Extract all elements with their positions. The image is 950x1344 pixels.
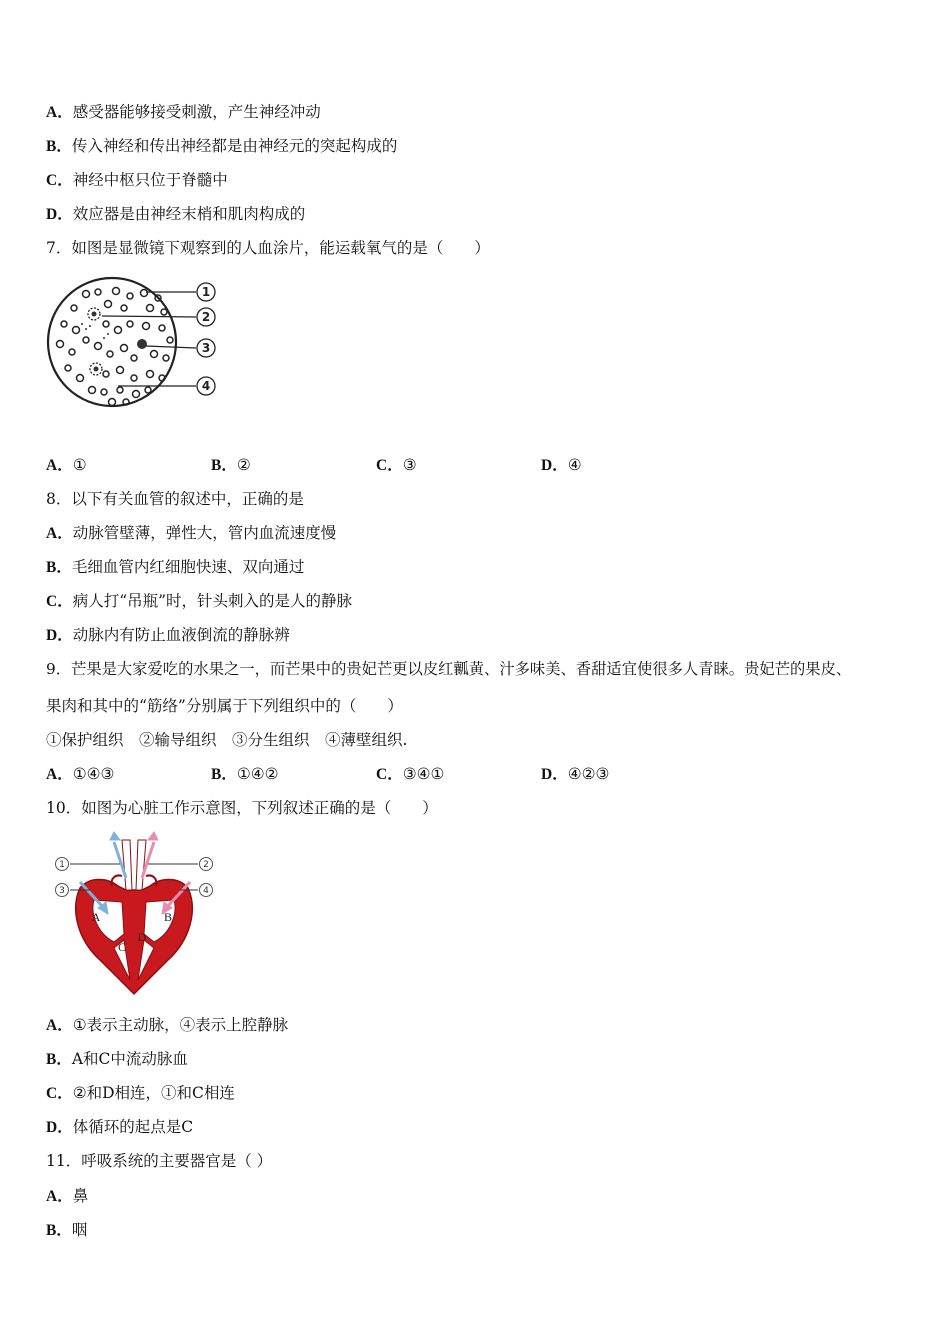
q10-stem: 10．如图为心脏工作示意图，下列叙述正确的是（ ） (46, 799, 438, 817)
option-label: A． (46, 1017, 73, 1034)
option-text: 动脉管壁薄，弹性大，管内血流速度慢 (72, 524, 337, 542)
q7-option-d (541, 455, 582, 476)
q7-option-b (211, 455, 251, 476)
option-label: B． (211, 457, 237, 474)
q8-option-b (46, 557, 304, 578)
option-text: ①④③ (72, 765, 115, 783)
heart-num-3: 3 (59, 886, 65, 896)
option-label: A． (46, 525, 73, 542)
q11-stem: 11．呼吸系统的主要器官是（ ） (46, 1152, 273, 1170)
q6-option-a (46, 102, 321, 123)
smear-label-4: 4 (201, 379, 211, 393)
heart-diagram-figure (50, 830, 220, 1000)
option-label: D． (46, 206, 73, 223)
option-label: D． (46, 627, 73, 644)
option-label: D． (541, 766, 568, 783)
heart-label-c: C (117, 940, 127, 954)
q6-option-b (46, 136, 397, 157)
option-label: B． (46, 1051, 72, 1068)
q11-option-a (46, 1186, 88, 1207)
option-label: A． (46, 1188, 73, 1205)
smear-label-1: 1 (201, 285, 211, 299)
smear-label-2: 2 (201, 310, 211, 324)
heart-label-b: B (163, 910, 173, 924)
option-label: B． (46, 138, 72, 155)
option-label: C． (46, 593, 73, 610)
option-text: 传入神经和传出神经都是由神经元的突起构成的 (71, 137, 398, 155)
option-label: D． (46, 1119, 73, 1136)
q6-option-c (46, 170, 228, 191)
q10-option-c (46, 1083, 235, 1104)
q11-option-b (46, 1220, 87, 1241)
option-label: C． (46, 1085, 73, 1102)
option-label: D． (541, 457, 568, 474)
option-label: A． (46, 104, 73, 121)
option-text: ②和D相连，①和C相连 (72, 1084, 235, 1102)
smear-label-3: 3 (201, 341, 211, 355)
heart-num-1: 1 (59, 860, 65, 870)
option-text: 感受器能够接受刺激，产生神经冲动 (72, 103, 321, 121)
option-label: B． (211, 766, 237, 783)
q9-option-a (46, 764, 114, 785)
option-label: C． (46, 172, 73, 189)
q9-choices: ①保护组织 ②输导组织 ③分生组织 ④薄壁组织. (46, 731, 408, 749)
option-label: A． (46, 457, 73, 474)
q8-stem: 8．以下有关血管的叙述中，正确的是 (46, 490, 304, 508)
option-text: A和C中流动脉血 (71, 1050, 188, 1068)
option-text: 体循环的起点是C (72, 1118, 194, 1136)
q9-option-b (211, 764, 279, 785)
option-text: ② (236, 456, 251, 474)
option-text: ① (72, 456, 87, 474)
q8-option-c (46, 591, 352, 612)
option-label: C． (376, 457, 403, 474)
heart-label-d: D (137, 930, 147, 944)
option-text: 咽 (71, 1221, 88, 1239)
option-text: 动脉内有防止血液倒流的静脉辨 (72, 626, 290, 644)
option-text: ①表示主动脉，④表示上腔静脉 (72, 1016, 289, 1034)
option-text: ①④② (236, 765, 279, 783)
option-label: A． (46, 766, 73, 783)
q9-option-c (376, 764, 444, 785)
option-text: ④②③ (567, 765, 610, 783)
option-text: 神经中枢只位于脊髓中 (72, 171, 228, 189)
q7-stem: 7．如图是显微镜下观察到的人血涂片，能运载氧气的是（ ） (46, 239, 490, 257)
option-text: ③④① (402, 765, 445, 783)
heart-num-4: 4 (203, 886, 209, 896)
q7-option-c (376, 455, 417, 476)
q10-option-b (46, 1049, 188, 1070)
q10-option-a (46, 1015, 288, 1036)
option-text: ③ (402, 456, 417, 474)
option-text: 效应器是由神经末梢和肌肉构成的 (72, 205, 306, 223)
q7-option-a (46, 455, 87, 476)
q6-option-d (46, 204, 305, 225)
q8-option-a (46, 523, 336, 544)
option-label: C． (376, 766, 403, 783)
q8-option-d (46, 625, 290, 646)
q9-option-d (541, 764, 609, 785)
option-label: B． (46, 1222, 72, 1239)
q10-option-d (46, 1117, 193, 1138)
q9-stem-line1: 9．芒果是大家爱吃的水果之一，而芒果中的贵妃芒更以皮红瓤黄、汁多味美、香甜适宜使很多人青睐。贵妃芒的果皮、 (46, 660, 852, 678)
heart-label-a: A (91, 910, 101, 924)
option-text: 病人打“吊瓶”时，针头刺入的是人的静脉 (72, 592, 353, 610)
heart-num-2: 2 (203, 860, 209, 870)
option-text: 毛细血管内红细胞快速、双向通过 (71, 558, 305, 576)
blood-smear-figure (46, 274, 221, 414)
option-label: B． (46, 559, 72, 576)
option-text: 鼻 (72, 1187, 89, 1205)
q9-stem-line2: 果肉和其中的“筋络”分别属于下列组织中的（ ） (46, 697, 403, 715)
option-text: ④ (567, 456, 582, 474)
